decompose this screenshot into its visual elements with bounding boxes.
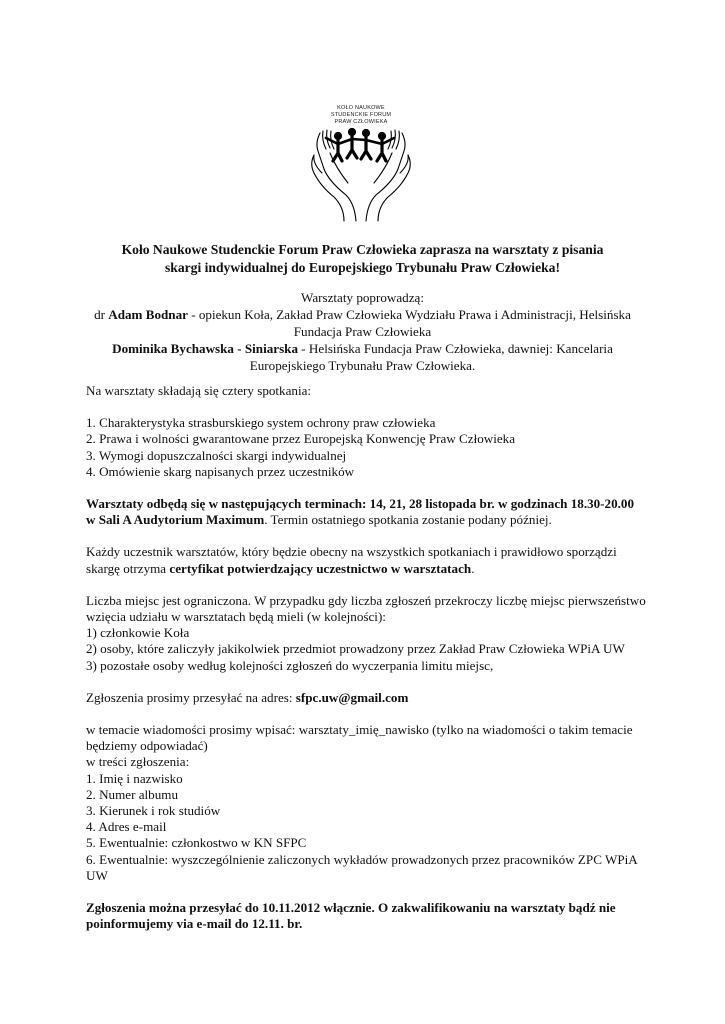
contact-text: Zgłoszenia prosimy przesyłać na adres:	[86, 689, 296, 705]
certificate-line-2	[86, 561, 646, 577]
limit-line-1: Liczba miejsc jest ograniczona. W przypadku gdy liczba zgłoszeń przekroczy liczbę miejsc pierwszeństwo	[86, 592, 646, 608]
application-item: 4. Adres e-mail	[86, 819, 167, 835]
leader-2	[86, 340, 639, 374]
application-item: 6. Ewentualnie: wyszczególnienie zaliczonych wykładów prowadzonych przez pracowników ZPC WPiA	[86, 851, 638, 867]
leader-1-prefix: dr	[94, 307, 109, 322]
schedule-line-2	[86, 512, 646, 528]
application-item: UW	[86, 867, 108, 883]
announcement-title	[86, 241, 639, 276]
title-line-1: Koło Naukowe Studenckie Forum Praw Człowieka zaprasza na warsztaty z pisania	[121, 242, 604, 257]
meetings-intro: Na warsztaty składają się cztery spotkania:	[86, 383, 312, 398]
contact-email[interactable]: sfpc.uw@gmail.com	[295, 689, 409, 705]
leader-2-desc: - Helsińska Fundacja Praw Człowieka, dawniej: Kancelaria Europejskiego Trybunału Praw Człowieka.	[249, 341, 613, 373]
limit-line-2: wzięcia udziału w warsztatach będą mieli (w kolejności):	[86, 609, 386, 625]
application-item: 1. Imię i nazwisko	[86, 770, 183, 786]
people-icon	[326, 128, 394, 161]
priority-item: 3) pozostałe osoby według kolejności zgłoszeń do wyczerpania limitu miejsc,	[86, 657, 494, 673]
application-line-1: w temacie wiadomości prosimy wpisać: warsztaty_imię_nawisko (tylko na wiadomości o takim temacie	[86, 722, 633, 738]
leader-1-name: Adam Bodnar	[108, 307, 188, 322]
leader-1	[86, 306, 639, 340]
application-line-3: w treści zgłoszenia:	[86, 754, 190, 770]
deadline-text-1: Zgłoszenia można przesyłać do 10.11.2012 włącznie. O zakwalifikowaniu na warsztaty bądź nie	[86, 900, 616, 916]
schedule-dates: Warsztaty odbędą się w następujących terminach: 14, 21, 28 listopada br. w godzinach 18.30-20.00	[86, 496, 635, 512]
workshop-leaders	[86, 289, 639, 374]
application-item: 5. Ewentualnie: członkostwo w KN SFPC	[86, 835, 307, 851]
deadline-line-1	[86, 900, 646, 916]
deadline-line-2	[86, 916, 646, 932]
certificate-suffix: .	[471, 560, 475, 576]
club-logo	[300, 103, 422, 227]
announcement-body	[86, 383, 646, 932]
schedule-line-1	[86, 496, 646, 512]
meeting-item: 4. Omówienie skarg napisanych przez uczestników	[86, 463, 355, 479]
leader-2-name: Dominika Bychawska - Siniarska	[112, 341, 299, 356]
logo-line-3: PRAW CZŁOWIEKA	[334, 119, 388, 125]
contact-line	[86, 690, 646, 706]
leader-1-desc: - opiekun Koła, Zakład Praw Człowieka Wydziału Prawa i Administracji, Helsińska Fundacja Praw Człowieka	[187, 307, 631, 339]
title-line-2: skargi indywidualnej do Europejskiego Trybunału Praw Człowieka!	[164, 259, 561, 275]
leaders-heading: Warsztaty poprowadzą:	[301, 290, 424, 305]
certificate-line-1: Każdy uczestnik warsztatów, który będzie obecny na wszystkich spotkaniach i prawidłowo sporządzi	[86, 544, 617, 560]
meeting-item: 1. Charakterystyka strasburskiego system ochrony praw człowieka	[86, 415, 436, 431]
application-line-2: będziemy odpowiadać)	[86, 738, 208, 754]
meeting-item: 3. Wymogi dopuszczalności skargi indywidualnej	[86, 447, 347, 463]
logo-line-1: KOŁO NAUKOWE	[337, 105, 385, 111]
meeting-item: 2. Prawa i wolności gwarantowane przez Europejską Konwencję Praw Człowieka	[86, 431, 516, 447]
deadline-text-2: poinformujemy via e-mail do 12.11. br.	[86, 916, 303, 932]
schedule-venue: w Sali A Audytorium Maximum	[86, 512, 265, 528]
hands-icon	[312, 130, 411, 221]
priority-item: 2) osoby, które zaliczyły jakikolwiek przedmiot prowadzony przez Zakład Praw Człowieka WPiA UW	[86, 641, 625, 657]
application-item: 3. Kierunek i rok studiów	[86, 803, 221, 819]
application-item: 2. Numer albumu	[86, 786, 179, 802]
certificate-prefix: skargę otrzyma	[86, 560, 170, 576]
logo-line-2: STUDENCKIE FORUM	[330, 112, 392, 118]
schedule-note: . Termin ostatniego spotkania zostanie podany później.	[264, 512, 552, 528]
priority-item: 1) członkowie Koła	[86, 625, 190, 641]
certificate-bold: certyfikat potwierdzający uczestnictwo w warsztatach	[169, 560, 472, 576]
